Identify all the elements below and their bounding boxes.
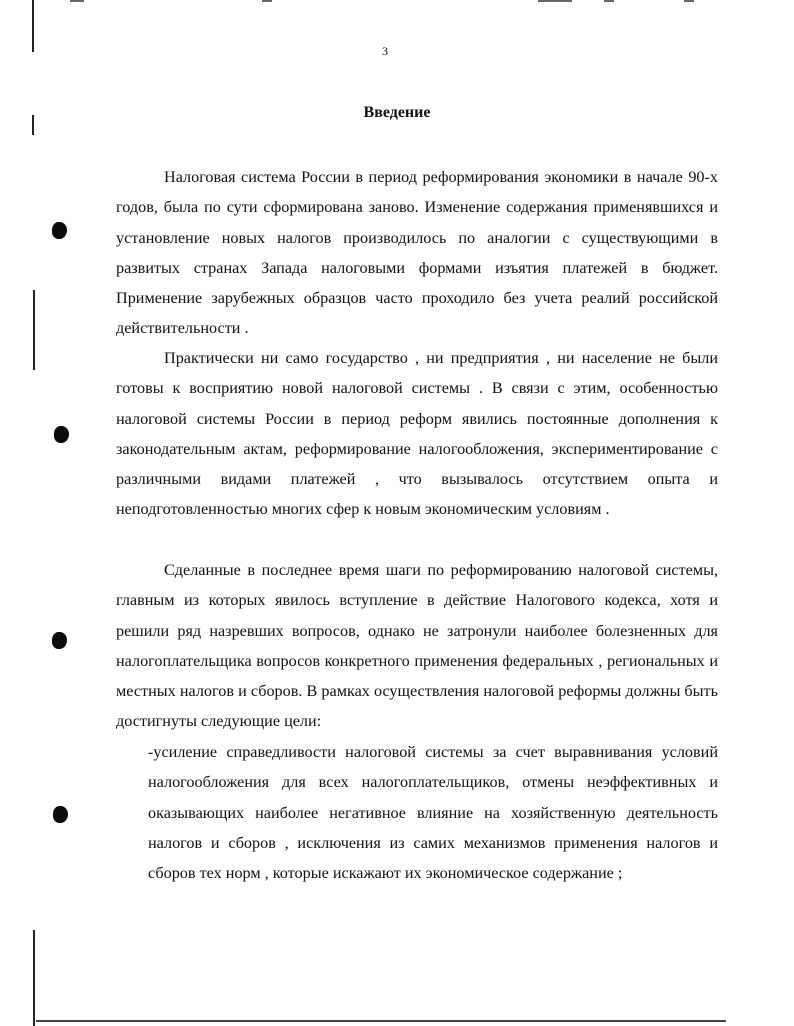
paragraph-text: Практически ни само государство , ни предприятия , ни население не были готовы к восприятию новой налоговой системы . В связи с этим, особенностью налоговой системы России в период реформ явились постоянные дополнения к законодательным актам, реформирование налогообложения, экспериментирование с различными видами платежей , что вызывалось отсутствием опыта и неподготовленностью многих сфер к новым экономическим условиям . (116, 349, 718, 519)
scan-top-mark (70, 0, 84, 2)
paragraph-2 (116, 343, 718, 525)
punch-hole-3 (52, 632, 67, 649)
page-title: Введение (363, 104, 431, 121)
scan-edge-line (33, 930, 35, 1026)
scan-top-mark (262, 0, 272, 2)
scan-bottom-line (36, 1020, 726, 1022)
scan-top-mark (684, 0, 694, 2)
scan-edge-line (33, 290, 35, 370)
scan-top-mark (604, 0, 614, 2)
paragraph-text: Налоговая система России в период реформирования экономики в начале 90-х годов, была по сути сформирована заново. Изменение содержания применявшихся и установление новых налогов производилось по аналогии с существующими в развитых странах Запада налоговыми формами изъятия платежей в бюджет. Применение зарубежных образцов часто проходило без учета реалий российской действительности . (116, 168, 718, 338)
page-number: 3 (382, 44, 388, 58)
paragraph-text: Сделанные в последнее время шаги по реформированию налоговой системы, главным из которых явилось вступление в действие Налогового кодекса, хотя и решили ряд назревших вопросов, однако не затронули наиболее болезненных для налогоплательщика вопросов конкретного применения федеральных , региональных и местных налогов и сборов. В рамках осуществления налоговой реформы должны быть достигнуты следующие цели: (116, 561, 718, 731)
punch-hole-1 (52, 222, 67, 239)
punch-hole-4 (53, 806, 68, 823)
paragraph-1 (116, 162, 718, 344)
scan-top-mark (538, 0, 572, 2)
punch-hole-2 (54, 426, 69, 443)
scan-edge-line (32, 0, 34, 52)
paragraph-3 (116, 555, 718, 737)
list-item: -усиление справедливости налоговой системы за счет выравнивания условий налогообложения для всех налогоплательщиков, отмены неэффективных и оказывающих наиболее негативное влияние на хозяйственную деятельность налогов и сборов , исключения из самих механизмов применения налогов и сборов тех норм , которые искажают их экономическое содержание ; (148, 743, 718, 883)
